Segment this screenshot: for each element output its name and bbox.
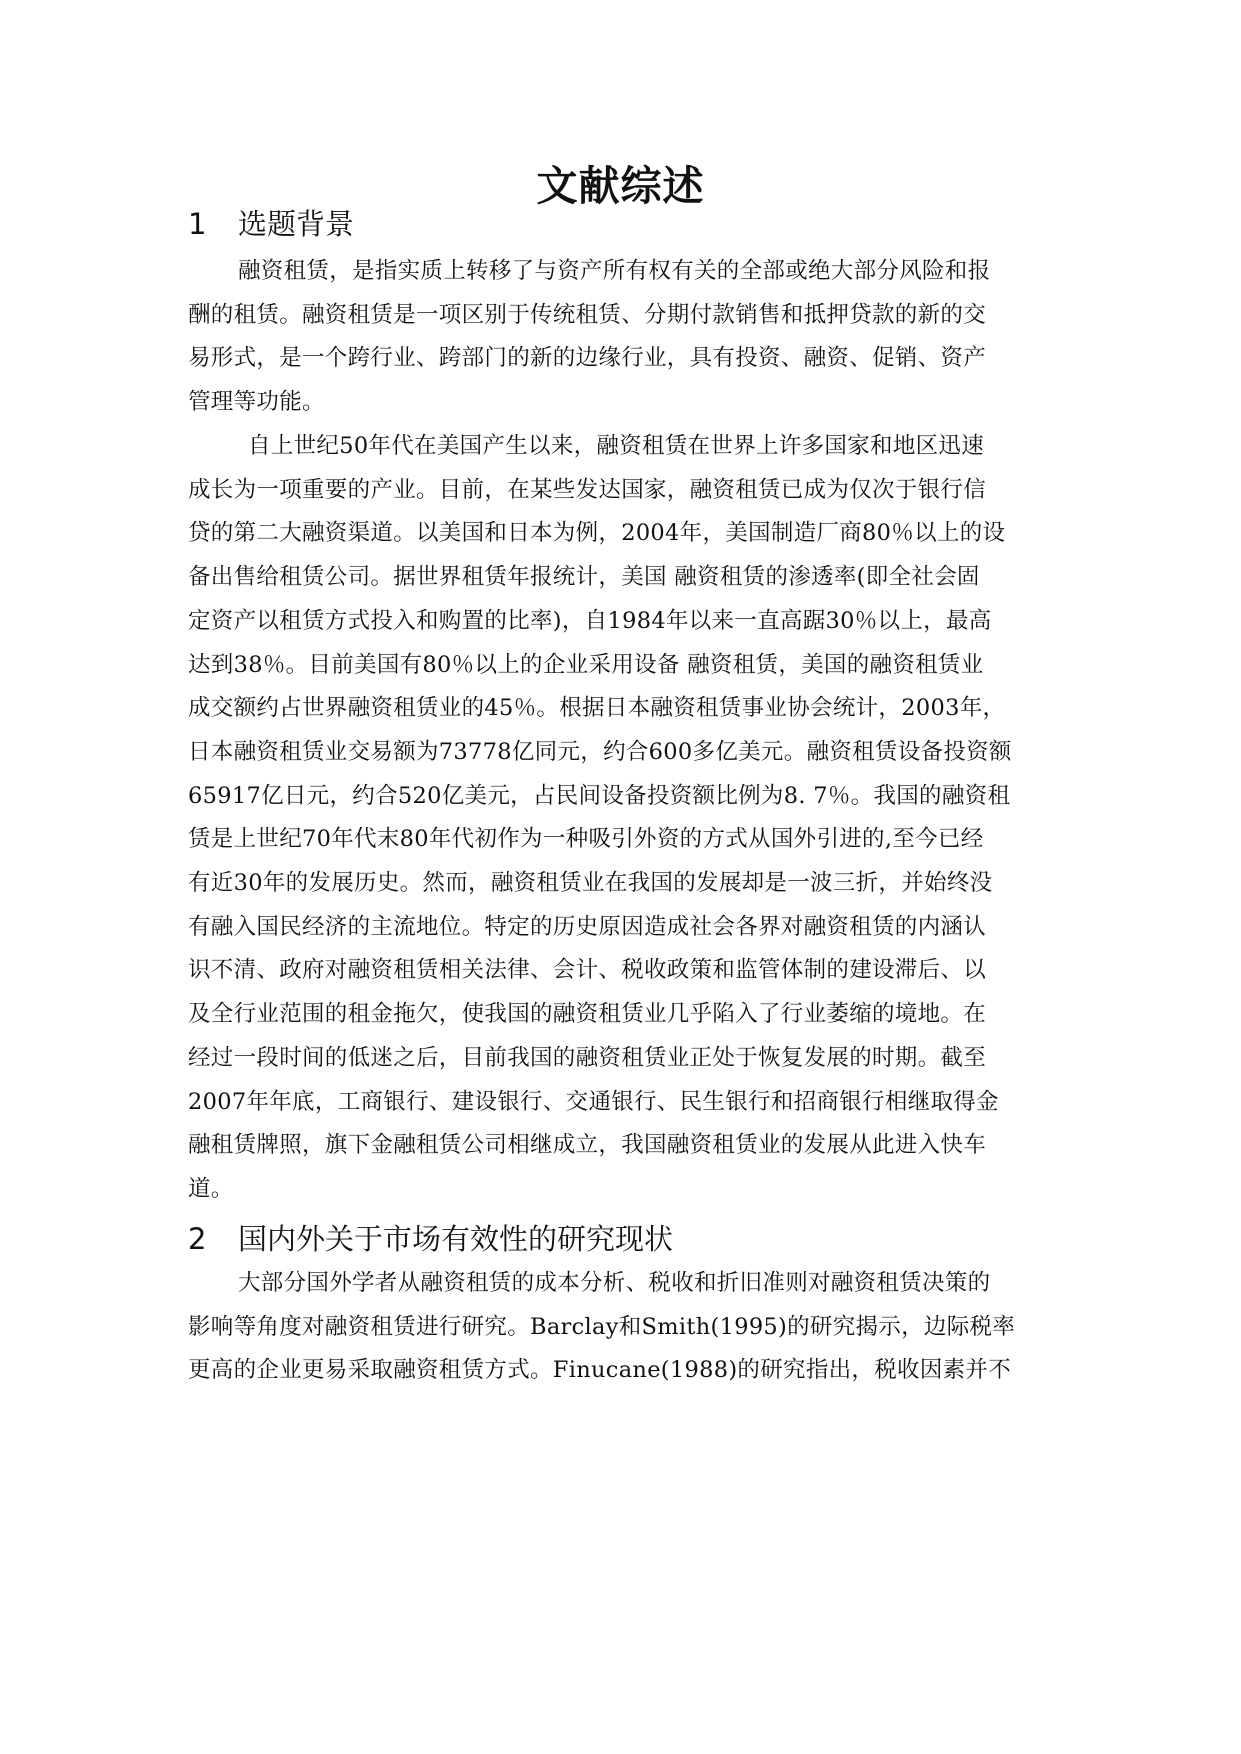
text-line: 日本融资租赁业交易额为73778亿同元，约合600多亿美元。融资租赁设备投资额 (188, 738, 1012, 765)
text-line: 酬的租赁。融资租赁是一项区别于传统租赁、分期付款销售和抵押贷款的新的交 (188, 301, 987, 328)
text-line: 道。 (188, 1175, 234, 1202)
section-number: 1 (188, 207, 207, 241)
text-line: 有近30年的发展历史。然而，融资租赁业在我国的发展却是一波三折，并始终没 (188, 870, 993, 897)
text-line: 赁是上世纪70年代末80年代初作为一种吸引外资的方式从国外引进的,至今已经 (188, 826, 984, 853)
text-line: 影响等角度对融资租赁进行研究。Barclay和Smith(1995)的研究揭示，边际税率 (188, 1313, 1016, 1340)
text-line: 融资租赁，是指实质上转移了与资产所有权有关的全部或绝大部分风险和报 (238, 258, 991, 284)
paragraph (188, 250, 1054, 425)
paragraph (188, 425, 1054, 1212)
text-line: 自上世纪50年代在美国产生以来，融资租赁在世界上许多国家和地区迅速 (248, 433, 985, 459)
text-line: 更高的企业更易采取融资租赁方式。Finucane(1988)的研究指出，税收因素并不 (188, 1357, 1012, 1384)
text-line: 成交额约占世界融资租赁业的45％。根据日本融资租赁事业协会统计，2003年， (188, 695, 1006, 722)
text-line: 2007年年底，工商银行、建设银行、交通银行、民生银行和招商银行相继取得金 (188, 1088, 999, 1115)
text-line: 大部分国外学者从融资租赁的成本分析、税收和折旧准则对融资租赁决策的 (238, 1270, 991, 1296)
section-title: 国内外关于市场有效性的研究现状 (238, 1222, 674, 1256)
text-line: 易形式，是一个跨行业、跨部门的新的边缘行业，具有投资、融资、促销、资产 (188, 345, 987, 372)
section-heading-2 (188, 1217, 673, 1261)
text-line: 有融入国民经济的主流地位。特定的历史原因造成社会各界对融资租赁的内涵认 (188, 913, 987, 940)
text-line: 定资产以租赁方式投入和购置的比率)，自1984年以来一直高踞30％以上，最高 (188, 607, 992, 634)
text-line: 成长为一项重要的产业。目前，在某些发达国家，融资租赁已成为仅次于银行信 (188, 476, 987, 503)
text-line: 达到38％。目前美国有80％以上的企业采用设备 融资租赁，美国的融资租赁业 (188, 651, 984, 678)
text-line: 贷的第二大融资渠道。以美国和日本为例，2004年，美国制造厂商80％以上的设 (188, 520, 1006, 547)
section-number: 2 (188, 1222, 207, 1256)
text-line: 经过一段时间的低迷之后，目前我国的融资租赁业正处于恢复发展的时期。截至 (188, 1044, 987, 1071)
text-line: 识不清、政府对融资租赁相关法律、会计、税收政策和监管体制的建设滞后、以 (188, 957, 987, 984)
text-line: 管理等功能。 (188, 389, 325, 416)
text-line: 备出售给租赁公司。据世界租赁年报统计，美国 融资租赁的渗透率(即全社会固 (188, 564, 980, 591)
section-heading-1 (188, 202, 354, 246)
text-line: 65917亿日元，约合520亿美元，占民间设备投资额比例为8. 7％。我国的融资租 (188, 782, 1011, 809)
document-title: 文献综述 (536, 162, 705, 210)
text-line: 及全行业范围的租金拖欠，使我国的融资租赁业几乎陷入了行业萎缩的境地。在 (188, 1001, 987, 1028)
text-line: 融租赁牌照，旗下金融租赁公司相继成立，我国融资租赁业的发展从此进入快车 (188, 1132, 987, 1159)
section-title: 选题背景 (238, 207, 355, 241)
paragraph (188, 1262, 1054, 1393)
